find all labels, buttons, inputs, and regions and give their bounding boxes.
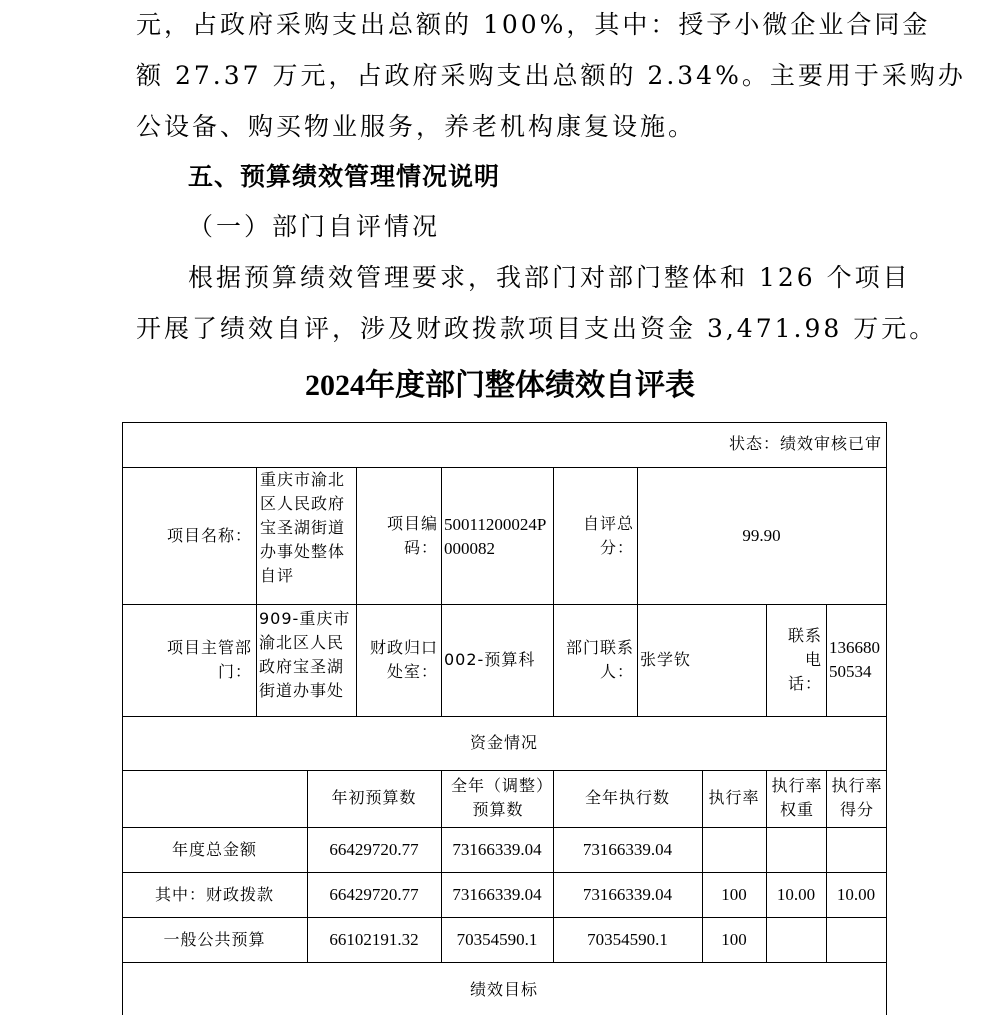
rule [766,604,767,716]
body-line-1: 根据预算绩效管理要求，我部门对部门整体和 126 个项目 [188,263,911,292]
row-label: 其中：财政拨款 [154,885,274,904]
row-cell: 66102191.32 [329,930,419,949]
finance-label: 财政归口处室： [369,638,438,681]
row-cell: 100 [721,930,747,949]
finance-value: 002-预算科 [444,650,536,669]
rule [553,467,554,716]
paragraph-line-3: 公设备、购买物业服务，养老机构康复设施。 [136,112,697,141]
col-header: 全年（调整）预算数 [450,776,545,819]
phone-value: 13668050534 [829,638,880,681]
rule [441,467,442,716]
rule [637,467,638,716]
row-cell: 73166339.04 [452,840,542,859]
rule [122,827,887,828]
col-header: 全年执行数 [584,788,670,807]
phone-label: 联系电话： [787,626,822,693]
contact-label: 部门联系人： [565,638,634,681]
rule [122,917,887,918]
project-name-value: 重庆市渝北区人民政府宝圣湖街道办事处整体自评 [260,470,346,585]
col-header: 执行率 [708,788,760,807]
row-cell: 73166339.04 [452,885,542,904]
row-cell: 73166339.04 [582,840,673,859]
dept-value: 909-重庆市渝北区人民政府宝圣湖街道办事处 [259,609,351,700]
score-value: 99.90 [742,526,781,545]
score-label: 自评总分： [582,514,634,557]
rule [256,467,257,716]
rule [122,716,887,717]
row-label: 一般公共预算 [163,930,266,949]
rule [122,770,887,771]
row-cell: 70354590.1 [587,930,668,949]
row-cell: 66429720.77 [329,885,419,904]
row-cell: 10.00 [836,885,876,904]
row-cell: 73166339.04 [582,885,673,904]
project-name-label: 项目名称： [166,526,252,545]
row-cell: 100 [721,885,747,904]
row-label: 年度总金额 [171,840,257,859]
col-header: 执行率得分 [831,776,883,819]
rule [766,770,767,962]
rule [122,422,123,1015]
project-code-value: 50011200024P000082 [444,515,547,558]
rule [122,962,887,963]
rule [122,872,887,873]
contact-value: 张学钦 [640,650,692,669]
rule [886,422,887,1015]
table-title-text: 年度部门整体绩效自评表 [365,368,695,403]
sub-heading: （一）部门自评情况 [188,212,441,241]
row-cell: 66429720.77 [329,840,419,859]
status-text: 状态：绩效审核已审 [728,434,882,453]
goals-header: 绩效目标 [469,980,538,999]
table-title [0,366,1000,406]
body-line-2: 开展了绩效自评，涉及财政拨款项目支出资金 3,471.98 万元。 [136,314,938,343]
rule [356,467,357,716]
rule [826,770,827,962]
rule [122,604,887,605]
section-heading: 五、预算绩效管理情况说明 [188,162,501,191]
dept-label: 项目主管部门： [166,638,252,681]
rule [122,467,887,468]
col-header: 年初预算数 [331,788,417,807]
paragraph-line-2: 额 27.37 万元，占政府采购支出总额的 2.34%。主要用于采购办 [136,61,966,90]
rule [826,604,827,716]
table-title-year: 2024 [305,369,365,402]
row-cell: 10.00 [776,885,816,904]
rule [122,422,887,423]
col-header: 执行率权重 [771,776,823,819]
project-code-label: 项目编码： [386,514,438,557]
row-cell: 70354590.1 [456,930,538,949]
paragraph-line-1: 元，占政府采购支出总额的 100%，其中：授予小微企业合同金 [136,10,931,39]
funds-header: 资金情况 [469,733,538,752]
